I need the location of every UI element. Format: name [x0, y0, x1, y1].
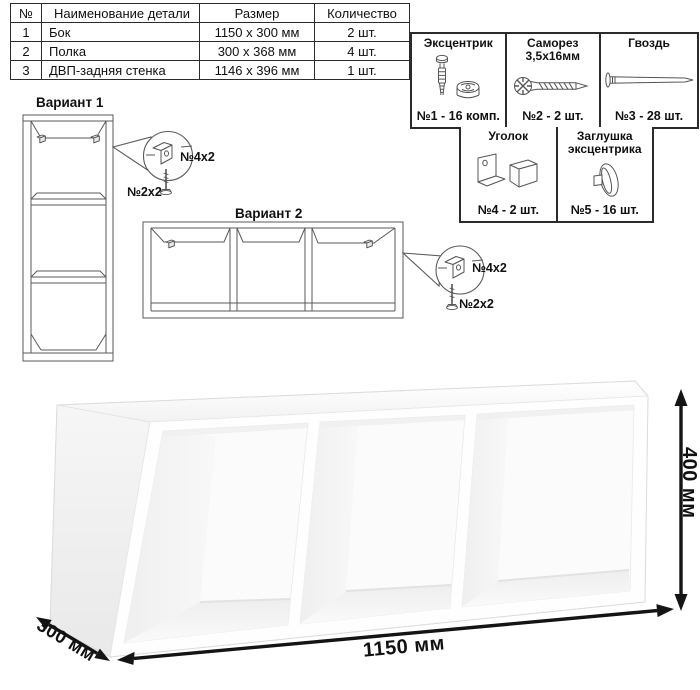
- parts-table-header-row: [11, 4, 410, 23]
- hardware-title: Эксцентрик: [423, 36, 493, 50]
- hardware-box-row1: [410, 32, 699, 129]
- part-qty: 2 шт.: [315, 23, 410, 42]
- part-name: Бок: [42, 23, 200, 42]
- variant1-drawing: [23, 115, 113, 361]
- hardware-title: Саморез 3,5х16мм: [525, 36, 580, 64]
- part-num: 3: [11, 61, 42, 80]
- callout2-screw-label: №2х2: [459, 297, 494, 311]
- cam-cap-icon: [583, 157, 627, 203]
- part-num: 2: [11, 42, 42, 61]
- col-header-size: Размер: [200, 4, 315, 23]
- corner-bracket-icon: [472, 143, 544, 203]
- callout1-screw-label: №2х2: [127, 185, 162, 199]
- nail-icon: [603, 50, 695, 109]
- hardware-count: №5 - 16 шт.: [570, 203, 639, 217]
- part-row: [11, 42, 410, 61]
- parts-table: [10, 3, 410, 80]
- part-name: ДВП-задняя стенка: [42, 61, 200, 80]
- hardware-title: Уголок: [488, 129, 529, 143]
- part-size: 1150 x 300 мм: [200, 23, 315, 42]
- hardware-count: №2 - 2 шт.: [522, 109, 584, 123]
- col-header-qty: Количество: [315, 4, 410, 23]
- cam-bolt-icon: [428, 50, 488, 109]
- col-header-name: Наименование детали: [42, 4, 200, 23]
- part-num: 1: [11, 23, 42, 42]
- hardware-count: №3 - 28 шт.: [614, 109, 684, 123]
- dimension-depth-label: 300 мм: [33, 614, 100, 666]
- part-row: [11, 23, 410, 42]
- hardware-count: №1 - 16 комп.: [416, 109, 500, 123]
- hardware-item-screw: [505, 34, 600, 127]
- callout2-bracket-label: №4х2: [472, 261, 507, 275]
- variant2-drawing: [143, 222, 403, 318]
- part-size: 300 x 368 мм: [200, 42, 315, 61]
- part-qty: 4 шт.: [315, 42, 410, 61]
- variant1-label: Вариант 1: [36, 95, 104, 110]
- hardware-title: Гвоздь: [628, 36, 670, 50]
- part-qty: 1 шт.: [315, 61, 410, 80]
- part-row: [11, 61, 410, 80]
- hardware-count: №4 - 2 шт.: [477, 203, 539, 217]
- variant2-label: Вариант 2: [235, 206, 303, 221]
- hardware-title: Заглушка эксцентрика: [567, 129, 642, 157]
- hardware-item-corner-bracket: [461, 127, 556, 221]
- part-name: Полка: [42, 42, 200, 61]
- shelf-3d-render: [50, 381, 648, 657]
- dimension-width-label: 1150 мм: [362, 632, 446, 662]
- part-size: 1146 x 396 мм: [200, 61, 315, 80]
- hardware-item-cam-cap: [556, 127, 653, 221]
- dimension-height-label: 400 мм: [678, 447, 700, 519]
- screw-icon: [513, 64, 593, 109]
- callout1-bracket-label: №4х2: [180, 150, 215, 164]
- hardware-box-row2: [459, 127, 654, 223]
- hardware-item-eccentric: [412, 34, 505, 127]
- col-header-num: №: [11, 4, 42, 23]
- hardware-item-nail: [599, 34, 697, 127]
